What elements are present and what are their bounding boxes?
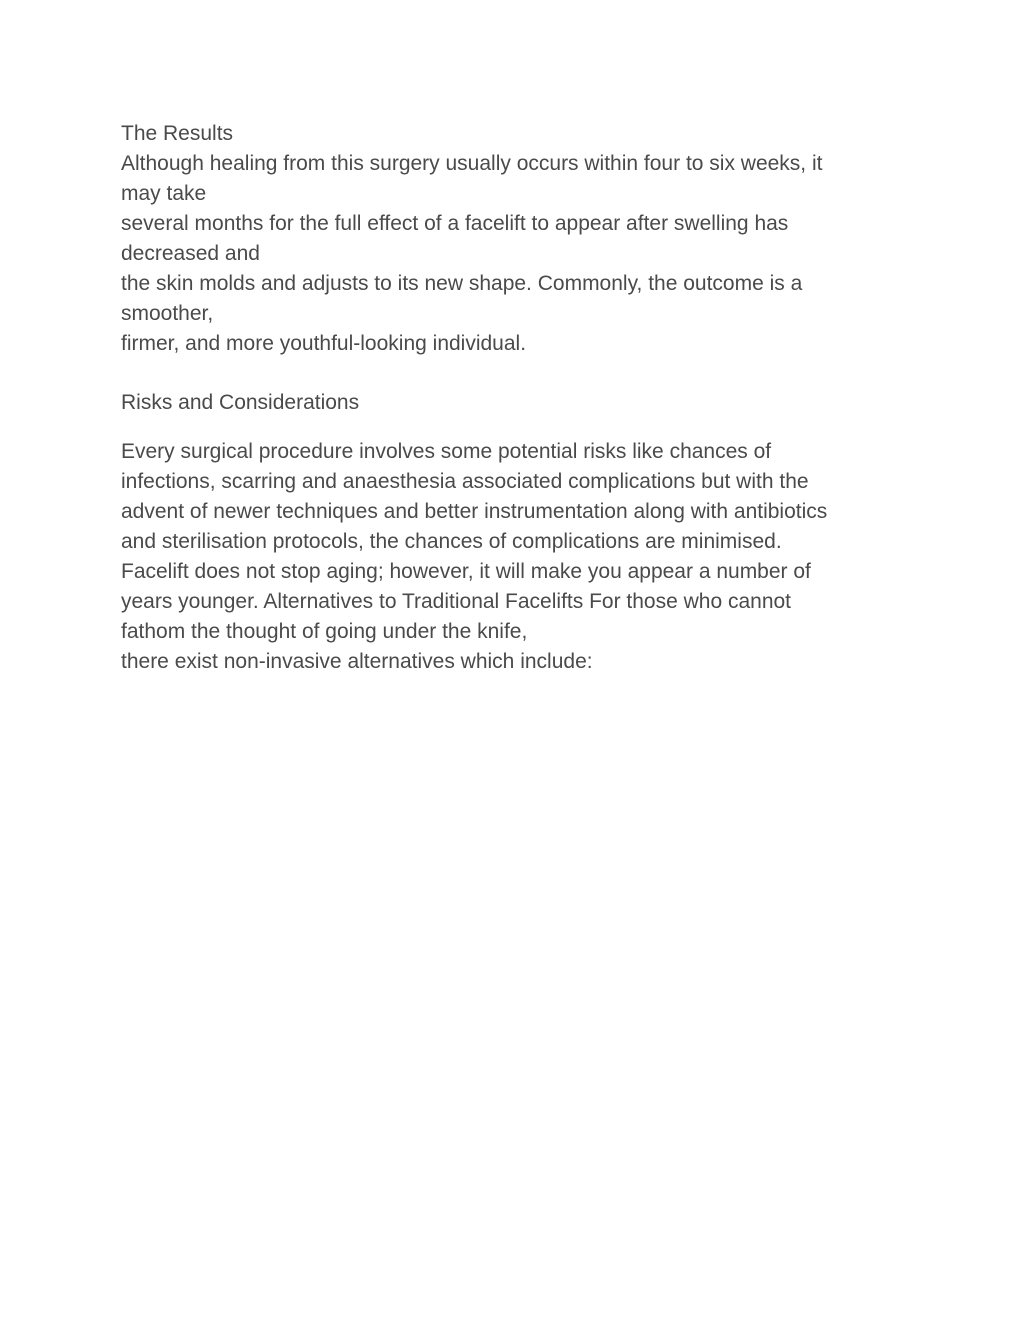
risks-line: years younger. Alternatives to Traditional Facelifts For those who cannot bbox=[121, 590, 792, 613]
risks-line: advent of newer techniques and better instrumentation along with antibiotics bbox=[121, 500, 828, 523]
results-line: firmer, and more youthful-looking individual. bbox=[121, 332, 527, 355]
risks-line: Every surgical procedure involves some potential risks like chances of bbox=[121, 440, 772, 463]
results-line: Although healing from this surgery usually occurs within four to six weeks, it bbox=[121, 152, 823, 175]
risks-line: and sterilisation protocols, the chances of complications are minimised. bbox=[121, 530, 782, 553]
results-line: several months for the full effect of a facelift to appear after swelling has bbox=[121, 212, 789, 235]
risks-section bbox=[121, 437, 911, 677]
results-heading: The Results bbox=[121, 122, 234, 145]
risks-heading: Risks and Considerations bbox=[121, 391, 360, 414]
risks-line: Facelift does not stop aging; however, it will make you appear a number of bbox=[121, 560, 811, 583]
paragraph-spacer bbox=[121, 418, 911, 437]
risks-line: fathom the thought of going under the knife, bbox=[121, 620, 528, 643]
document-content bbox=[121, 119, 911, 677]
results-line: the skin molds and adjusts to its new shape. Commonly, the outcome is a bbox=[121, 272, 803, 295]
paragraph-spacer bbox=[121, 359, 911, 388]
risks-line: there exist non-invasive alternatives which include: bbox=[121, 650, 593, 673]
results-line: smoother, bbox=[121, 302, 214, 325]
results-line: may take bbox=[121, 182, 207, 205]
risks-line: infections, scarring and anaesthesia associated complications but with the bbox=[121, 470, 809, 493]
results-line: decreased and bbox=[121, 242, 260, 265]
results-section bbox=[121, 119, 911, 359]
